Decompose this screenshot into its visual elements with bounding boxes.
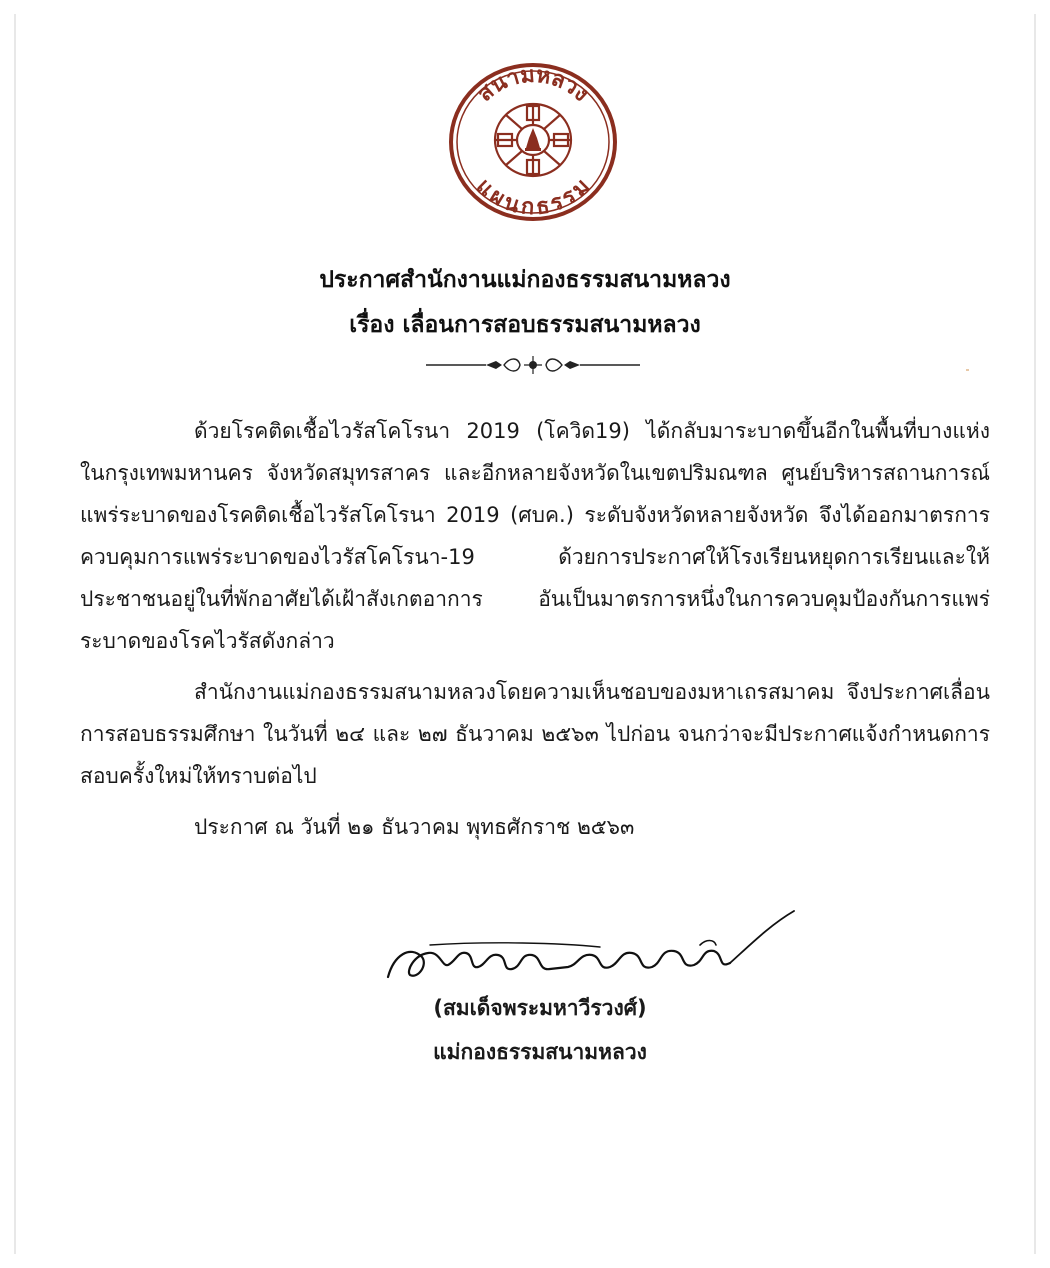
svg-text:แผนกธรรม xyxy=(471,174,595,220)
seal-bottom-text: แผนกธรรม xyxy=(471,174,595,221)
announcement-date: ประกาศ ณ วันที่ ๒๑ ธันวาคม พุทธศักราช ๒๕๖๓ xyxy=(194,815,635,839)
svg-text:สนามหลวง xyxy=(473,63,594,107)
ornament-divider-icon xyxy=(426,354,640,376)
paper-speck xyxy=(966,369,969,371)
handwritten-signature xyxy=(370,905,800,995)
announcement-title: ประกาศสำนักงานแม่กองธรรมสนามหลวง xyxy=(319,267,731,293)
announcement-subject: เรื่อง เลื่อนการสอบธรรมสนามหลวง xyxy=(349,312,701,338)
seal-top-text: สนามหลวง xyxy=(472,62,594,107)
body-paragraph-1: ด้วยโรคติดเชื้อไวรัสโคโรนา 2019 (โควิด19) ได้กลับมาระบาดขึ้นอีกในพื้นที่บางแห่ง ในกรุงเทพมหานคร จังหวัดสมุทรสาคร และอีกหลายจังหวัดในเขตปริมณฑล ศูนย์บริหารสถานการณ์แพร่ระบาดของโรคติดเชื้อไวรัสโคโรนา 2019 (ศบค.) ระดับจังหวัดหลายจังหวัด จึงได้ออกมาตรการควบคุมการแพร่ระบาดของไวรัสโคโรนา-19 ด้วยการประกาศให้โรงเรียนหยุดการเรียนและให้ประชาชนอยู่ในที่พักอาศัยได้เฝ้าสังเกตอาการ อันเป็นมาตรการหนึ่งในการควบคุมป้องกันการแพร่ระบาดของโรคไวรัสดังกล่าว xyxy=(80,419,990,653)
sanam-luang-seal-logo xyxy=(448,62,618,222)
body-paragraph-2: สำนักงานแม่กองธรรมสนามหลวงโดยความเห็นชอบของมหาเถรสมาคม จึงประกาศเลื่อนการสอบธรรมศึกษา ในวันที่ ๒๔ และ ๒๗ ธันวาคม ๒๕๖๓ ไปก่อน จนกว่าจะมีประกาศแจ้งกำหนดการสอบครั้งใหม่ให้ทราบต่อไป xyxy=(80,680,990,788)
stupa-icon xyxy=(525,128,541,151)
signer-name: (สมเด็จพระมหาวีรวงศ์) xyxy=(433,996,647,1020)
signer-position: แม่กองธรรมสนามหลวง xyxy=(433,1040,647,1064)
